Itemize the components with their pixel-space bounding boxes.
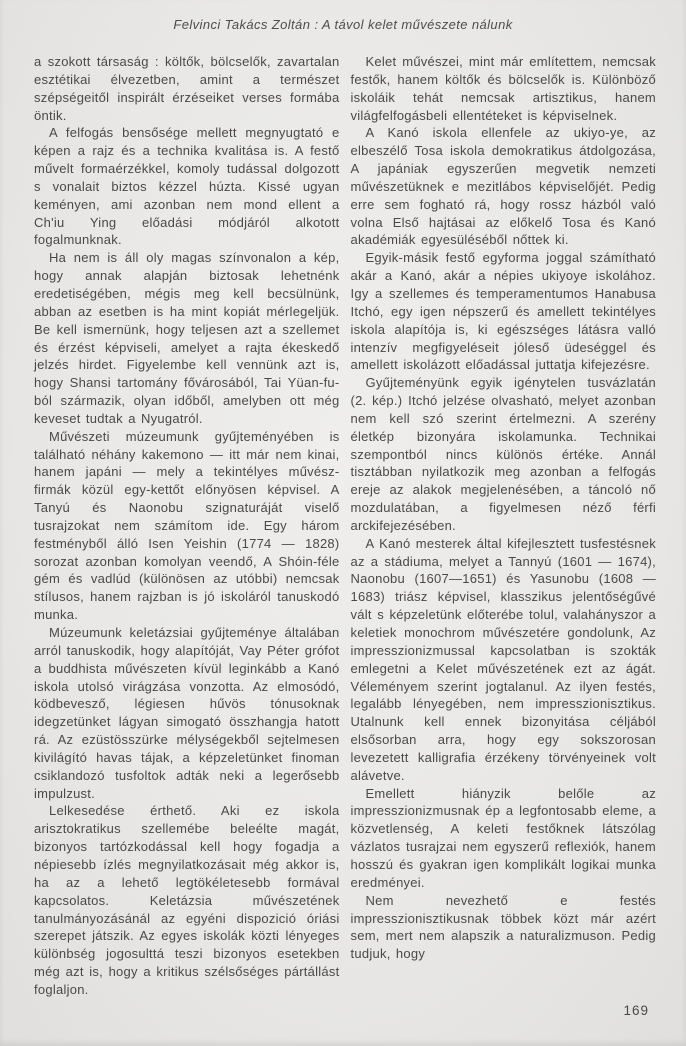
- paragraph: Múzeumunk keletázsiai gyűjteménye általában arról tanuskodik, hogy alapítóját, Vay Péter grófot a buddhista művészeten kívül leginkább a Kanó iskola utolsó virágzása vonzotta. Az elmosódó, ködbevesző, légiesen hűvös tónusoknak idegzetünket lágyan simogató összhangja hatott rá. Az ezüstösszürke mélységekből sejtelmesen kivilágító havas tájak, a képzeletünket finoman csiklandozó tusfoltok adták neki a legerősebb impulzust.: [34, 625, 340, 801]
- running-head: Felvinci Takács Zoltán : A távol kelet művészete nálunk: [173, 17, 513, 32]
- paragraph: Művészeti múzeumunk gyűjteményében is található néhány kakemono — itt már nem kinai, hanem japáni — mely a tekintélyes művész-firmák közül egy-kettőt előnyösen képvisel. A Tanyú és Naonobu szignaturáját viselő tusrajzokat nem számítom ide. Egy három festményből álló Isen Yeishin (1774 — 1828) sorozat azonban komolyan veendő, A Shóin-féle gém és vadlúd (különösen az utóbbi) nemcsak stílusos, hanem rajzban is jó iskoláról tanuskodó munka.: [34, 428, 340, 623]
- right-column: [351, 53, 657, 999]
- paragraph: Ha nem is áll oly magas színvonalon a kép, hogy annak alapján biztosak lehetnénk eredetiségében, mégis meg kell becsülnünk, abban az esetben is ha mint kopiát mérlegeljük. Be kell ismernünk, hogy teljesen azt a szellemet és érzést képviseli, amelyet a rajta ékeskedő jelzés hirdet. Figyelembe kell vennünk azt is, hogy Shansi tartomány fővárosából, Tai Yüan-fu-ból származik, olyan időből, amelyben ott még keveset tudtak a Nyugatról.: [34, 250, 340, 426]
- paragraph: Egyik-másik festő egyforma joggal számítható akár a Kanó, akár a népies ukiyoye iskolához. Igy a szellemes és temperamentumos Hanabusa Itchó, egy igen népszerű és amellett tekintélyes iskola alapítója is, ki egészséges látásra valló intenzív megfigyeléseit jóleső üdeséggel és amellett iskolázott előadással juttatja kifejezésre.: [350, 250, 656, 373]
- paragraph: Emellett hiányzik belőle az impresszionizmusnak ép a legfontosabb eleme, a közvetlenség, A keleti festőknek látszólag vázlatos tusrajzai nem egyszerű reflexiók, hanem hosszú és gyakran igen komplikált logikai munka eredményei.: [350, 785, 656, 890]
- paragraph: Nem nevezhető e festés impresszionisztikusnak többek közt már azért sem, mert nem alapszik a naturalizmuson. Pedig tudjuk, hogy: [350, 892, 656, 962]
- paragraph: A Kanó mesterek által kifejlesztett tusfestésnek az a stádiuma, melyet a Tannyú (1601 — 1674), Naonobu (1607—1651) és Yasunobu (1608 —1683) triász képvisel, klasszikus jelentőségűvé vált s képzeletünk előterébe tolul, valahányszor a keletiek monochrom művészetére gondolunk, Az impresszionizmussal kapcsolatban is szokták emlegetni a Kelet művészetének ezt az ágát. Véleményem szerint jogtalanul. Az ilyen festés, legalább lényegében, nem impresszionisztikus. Utalnunk kell ennek bizonyitása céljából elsősorban arra, hogy egy sokszorosan levezetett kalligrafia érzékeny törvényeinek volt alávetve.: [350, 535, 656, 783]
- paragraph: Gyűjteményünk egyik igénytelen tusvázlatán (2. kép.) Itchó jelzése olvasható, melyet azonban nem kell szó szerint értelmezni. A szerény életkép bizonyára iskolamunka. Technikai szempontból nincs különös értéke. Annál tisztábban nyilatkozik meg azonban a felfogás ereje az alakok megjelenésében, a táncoló nő mozdulatában, a figyelmesen néző férfi arckifejezésében.: [350, 375, 656, 533]
- text-columns: [0, 53, 686, 999]
- paragraph: A Kanó iskola ellenfele az ukiyo-ye, az elbeszélő Tosa iskola demokratikus átdolgozása, A japániak egyszerűen megvetik nemzeti művészetüknek e mezitlábos képviselőjét. Pedig erre sem fogható rá, hogy rossz házból való volna Első hajtásai az előkelő Tosa és Kanó akadémiák egyesüléséből nőttek ki.: [350, 125, 656, 248]
- page-number: 169: [623, 1003, 649, 1018]
- paragraph: Kelet művészei, mint már említettem, nemcsak festők, hanem költők és bölcselők is. Különböző iskoláik tehát nemcsak artisztikus, hanem világfelfogásbeli ellentéteket is képviselnek.: [350, 54, 656, 123]
- paragraph: Lelkesedése érthető. Aki ez iskola arisztokratikus szellemébe beleélte magát, bizonyos tartózkodással kell hogy fogadja a népiesebb ízlés megnyilatkozásait még akkor is, ha az a lehető legtökéletesebb formával kapcsolatos. Keletázsia művészetének tanulmányozásánál az egyéni dispozició óriási szerepet játszik. Az egyes iskolák közti lényeges különbség jogosulttá teszi bizonyos esetekben még azt is, hogy a kritikus szélsőséges pártállást foglaljon.: [34, 803, 340, 997]
- paragraph: A felfogás bensősége mellett megnyugtató e képen a rajz és a technika kvalitása is. A festő művelt formaérzékkel, komoly tudással dolgozott s vonalait biztos kézzel húzta. Kissé ugyan keményen, ami azonban nem mond ellent a Ch'iu Ying előadási módjáról alkotott fogalmunknak.: [34, 125, 340, 248]
- paragraph: a szokott társaság : költők, bölcselők, zavartalan esztétikai élvezetben, amint a természet szépségeitől inspirált érzéseiket verses formába öntik.: [34, 54, 340, 123]
- left-column: [34, 53, 340, 999]
